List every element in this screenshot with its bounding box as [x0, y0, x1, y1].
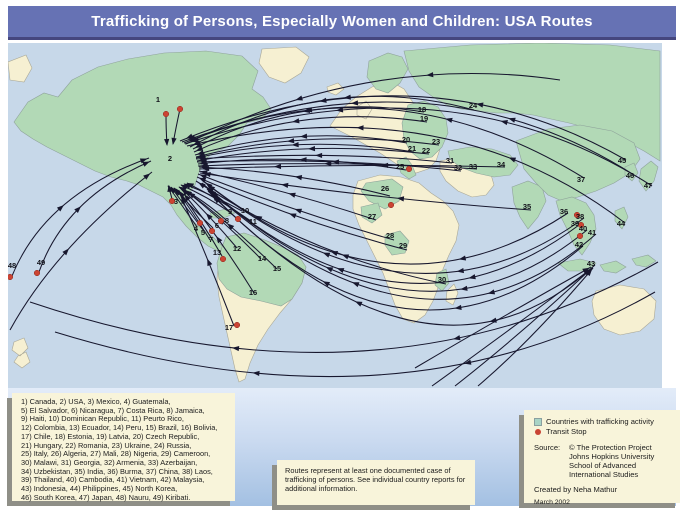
transit-stop-dot-icon	[535, 429, 541, 435]
country-number-label: 6	[214, 221, 220, 230]
country-number-label: 46	[625, 171, 635, 180]
country-number-label: 32	[453, 163, 463, 172]
text-line: 30) Malawi, 31) Georgia, 32) Armenia, 33) Azerbaijan,	[21, 457, 198, 467]
text-line: 21) Hungary, 22) Romania, 23) Ukraine, 24) Russia,	[21, 440, 192, 450]
text-line: 46) South Korea, 47) Japan, 48) Nauru, 49) Kiribati.	[21, 492, 191, 502]
country-number-label: 29	[398, 241, 408, 250]
credit-line: Created by Neha Mathur	[534, 484, 618, 494]
title-bar	[8, 6, 676, 40]
text-line: Johns Hopkins University	[569, 451, 655, 461]
transit-stop-dot	[234, 322, 240, 328]
country-number-label: 7	[208, 235, 214, 244]
page-title: Trafficking of Persons, Especially Women and Children: USA Routes	[91, 13, 593, 30]
note-box	[277, 460, 475, 505]
country-number-label: 28	[385, 231, 395, 240]
transit-stop-dot	[220, 256, 226, 262]
text-line: 39) Thailand, 40) Cambodia, 41) Vietnam, 42) Malaysia,	[21, 475, 205, 485]
note-text: Routes represent at least one documented case of trafficking of persons. See individual country reports for additional information.	[285, 466, 466, 494]
country-number-label: 12	[232, 244, 242, 253]
text-line: 43) Indonesia, 44) Philippines, 45) North Korea,	[21, 484, 178, 494]
country-number-label: 42	[574, 240, 584, 249]
transit-stop-dot	[163, 111, 169, 117]
country-number-label: 23	[431, 137, 441, 146]
country-number-label: 13	[212, 248, 222, 257]
country-list-box	[12, 393, 235, 501]
legend-activity-row	[534, 417, 674, 426]
text-line: 34) Uzbekistan, 35) India, 36) Burma, 37) China, 38) Laos,	[21, 466, 213, 476]
transit-label: Transit Stop	[546, 427, 587, 437]
country-number-label: 37	[576, 175, 586, 184]
country-number-label: 36	[559, 207, 569, 216]
country-number-label: 43	[586, 259, 596, 268]
country-number-label: 17	[224, 323, 234, 332]
text-line: 1) Canada, 2) USA, 3) Mexico, 4) Guatemala,	[21, 397, 171, 406]
country-number-label: 9	[227, 207, 233, 216]
transit-stop-dot	[8, 274, 13, 280]
country-number-label: 2	[167, 154, 173, 163]
country-number-label: 24	[468, 101, 478, 110]
country-number-label: 8	[224, 216, 230, 225]
country-number-label: 38	[575, 212, 585, 221]
country-number-label: 40	[578, 224, 588, 233]
text-line: School of Advanced	[569, 461, 637, 471]
country-number-label: 22	[421, 146, 431, 155]
country-number-label: 31	[445, 156, 455, 165]
source-label: Source:	[534, 442, 561, 452]
country-number-label: 18	[417, 105, 427, 114]
country-number-label: 47	[643, 181, 653, 190]
transit-stop-dot	[577, 233, 583, 239]
country-number-label: 4	[193, 224, 199, 233]
transit-stop-dot	[177, 106, 183, 112]
text-line: 17) Chile, 18) Estonia, 19) Latvia, 20) Czech Republic,	[21, 431, 200, 441]
country-number-label: 30	[437, 275, 447, 284]
date-line: March 2002	[534, 499, 570, 507]
country-number-label: 39	[570, 219, 580, 228]
country-number-label: 34	[496, 160, 506, 169]
country-number-label: 11	[249, 217, 257, 226]
source-row	[534, 443, 674, 480]
transit-stop-dot	[235, 216, 241, 222]
text-line: 12) Colombia, 13) Ecuador, 14) Peru, 15) Brazil, 16) Bolivia,	[21, 423, 218, 433]
activity-label: Countries with trafficking activity	[546, 417, 654, 426]
country-number-label: 27	[367, 212, 377, 221]
country-number-label: 20	[401, 135, 411, 144]
country-number-label: 14	[257, 254, 267, 263]
country-number-label: 5	[200, 228, 206, 237]
country-number-label: 10	[240, 206, 250, 215]
text-line: 25) Italy, 26) Algeria, 27) Mali, 28) Nigeria, 29) Cameroon,	[21, 449, 211, 459]
country-number-label: 25	[395, 162, 405, 171]
country-number-label: 35	[522, 202, 532, 211]
country-number-label: 3	[173, 197, 179, 206]
country-number-label: 21	[407, 144, 417, 153]
text-line: 5) El Salvador, 6) Nicaragua, 7) Costa Rica, 8) Jamaica,	[21, 405, 205, 415]
country-number-label: 19	[419, 114, 429, 123]
legend-transit-row	[534, 427, 674, 436]
country-number-label: 33	[468, 162, 478, 171]
country-number-label: 16	[248, 288, 258, 297]
country-number-label: 49	[36, 258, 46, 267]
world-map	[8, 43, 662, 388]
activity-color-swatch	[534, 418, 542, 426]
text-line: International Studies	[569, 470, 639, 480]
country-number-label: 41	[587, 228, 597, 237]
transit-stop-dot	[34, 270, 40, 276]
country-number-label: 45	[617, 156, 627, 165]
country-number-label: 1	[155, 95, 161, 104]
country-number-label: 15	[272, 264, 282, 273]
country-number-label: 44	[616, 219, 626, 228]
country-number-label: 26	[380, 184, 390, 193]
transit-stop-dot	[388, 202, 394, 208]
text-line: © The Protection Project	[569, 442, 652, 452]
source-lines	[569, 443, 654, 480]
text-line: 9) Haiti, 10) Dominican Republic, 11) Peurto Rico,	[21, 414, 184, 424]
transit-stop-dot	[406, 166, 412, 172]
country-number-label: 48	[8, 261, 17, 270]
legend-box	[524, 410, 680, 507]
